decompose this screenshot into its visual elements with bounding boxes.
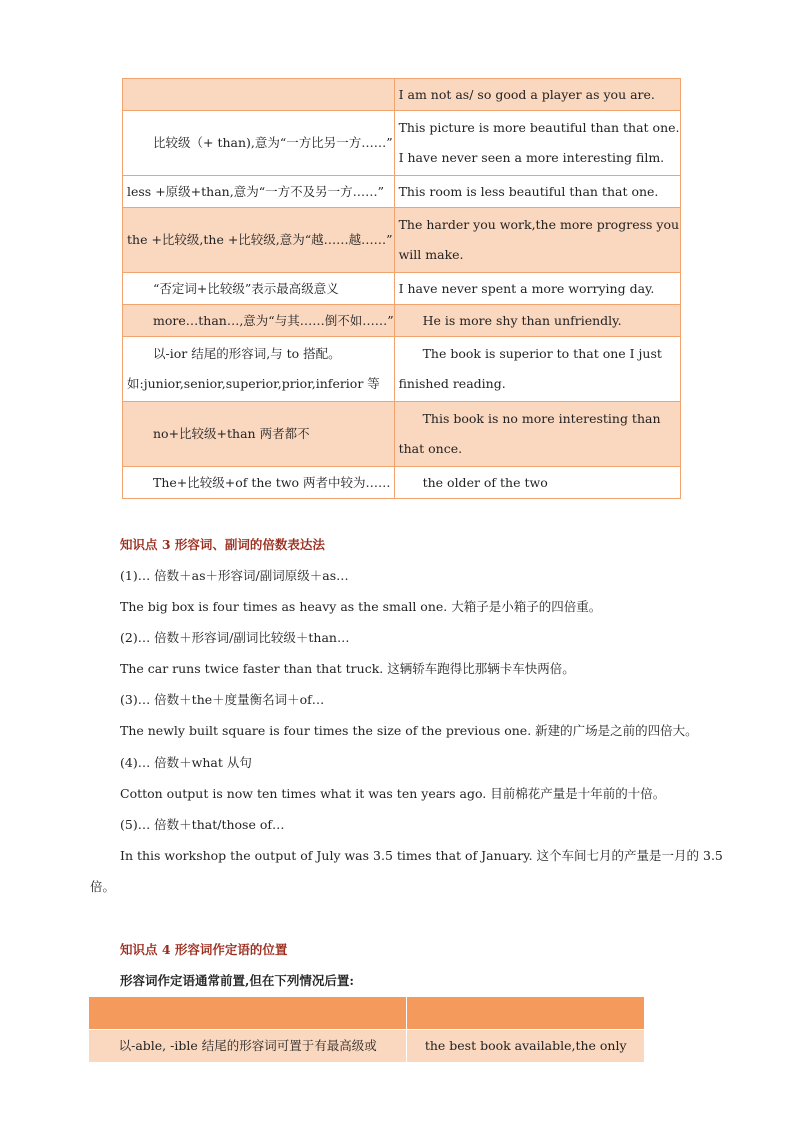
table-cell-example (394, 111, 680, 176)
section-4-subtitle: 形容词作定语通常前置,但在下列情况后置: (120, 973, 354, 988)
pattern-line: (1)… 倍数＋as＋形容词/副词原级＋as… (120, 568, 349, 583)
table-row (123, 79, 681, 111)
example-text: The book is superior to that one I just (422, 346, 662, 361)
table-cell-example (394, 79, 680, 111)
table-cell-example (407, 1030, 645, 1063)
example-text: will make. (398, 247, 464, 262)
rule-text: more…than…,意为“与其……倒不如……” (153, 312, 394, 328)
table-cell-example (394, 337, 680, 402)
rule-text: 以-able, -ible 结尾的形容词可置于有最高级或 (118, 1038, 377, 1053)
table-cell-rule (123, 176, 395, 208)
rule-text: 以-ior 结尾的形容词,与 to 搭配。 (153, 346, 341, 361)
example-text: that once. (398, 441, 463, 456)
example-line: In this workshop the output of July was 3.5 times that of January. 这个车间七月的产量是一月的 3.5 (120, 848, 723, 863)
rule-text: 比较级（+ than),意为“一方比另一方……” (153, 135, 393, 150)
example-line: Cotton output is now ten times what it was ten years ago. 目前棉花产量是十年前的十倍。 (120, 786, 666, 801)
example-text: the older of the two (422, 474, 548, 490)
example-text: The harder you work,the more progress you (398, 217, 680, 232)
table-row (123, 176, 681, 208)
table-cell-rule (123, 337, 395, 402)
example-text: This room is less beautiful than that one. (398, 183, 659, 199)
table-cell-example (394, 305, 680, 337)
table-row (123, 111, 681, 176)
comparative-usage-table (122, 78, 681, 499)
example-line: The newly built square is four times the size of the previous one. 新建的广场是之前的四倍大。 (120, 723, 698, 738)
table-cell-example (394, 467, 680, 499)
example-text: the best book available,the only (424, 1038, 627, 1053)
table-row (123, 337, 681, 402)
example-text: He is more shy than unfriendly. (422, 312, 622, 328)
example-text: This picture is more beautiful than that one. (398, 120, 680, 135)
table-row (123, 208, 681, 273)
example-line-continued: 倍。 (90, 879, 116, 894)
rule-text: no+比较级+than 两者都不 (153, 426, 310, 441)
rule-text: 如:junior,senior,superior,prior,inferior 等 (127, 376, 380, 391)
example-line: The car runs twice faster than that truck. 这辆轿车跑得比那辆卡车快两倍。 (120, 661, 575, 676)
table-row (123, 467, 681, 499)
rule-text: The+比较级+of the two 两者中较为…… (153, 474, 391, 490)
table-cell-rule (123, 79, 395, 111)
table-header-row (89, 997, 645, 1030)
pattern-line: (2)… 倍数＋形容词/副词比较级＋than… (120, 630, 350, 645)
adjective-position-table (88, 996, 645, 1063)
table-row (123, 305, 681, 337)
pattern-line: (4)… 倍数＋what 从句 (120, 755, 252, 770)
table-cell-example (394, 208, 680, 273)
table-row (123, 273, 681, 305)
example-text: This book is no more interesting than (422, 411, 661, 426)
table-cell-example (394, 176, 680, 208)
example-line: The big box is four times as heavy as the small one. 大箱子是小箱子的四倍重。 (120, 599, 602, 614)
rule-text: the +比较级,the +比较级,意为“越……越……” (127, 232, 393, 247)
table-cell-rule (123, 208, 395, 273)
pattern-line: (3)… 倍数＋the＋度量衡名词＋of… (120, 692, 325, 707)
example-text: I have never spent a more worrying day. (398, 280, 655, 296)
table-row (89, 1030, 645, 1063)
table-cell-rule (123, 305, 395, 337)
example-text: I am not as/ so good a player as you are. (398, 86, 655, 102)
table-header-cell (407, 997, 645, 1030)
table-cell-example (394, 273, 680, 305)
rule-text: less +原级+than,意为“一方不及另一方……” (127, 183, 384, 199)
pattern-line: (5)… 倍数＋that/those of… (120, 817, 285, 832)
section-4-title: 知识点 4 形容词作定语的位置 (120, 942, 288, 957)
example-text: finished reading. (398, 376, 506, 391)
table-cell-rule (123, 402, 395, 467)
table-cell-rule (89, 1030, 407, 1063)
section-3-title: 知识点 3 形容词、副词的倍数表达法 (120, 537, 325, 552)
rule-text: “否定词+比较级”表示最高级意义 (153, 280, 339, 296)
example-text: I have never seen a more interesting film. (398, 150, 665, 165)
table-cell-rule (123, 467, 395, 499)
table-cell-rule (123, 273, 395, 305)
table-header-cell (89, 997, 407, 1030)
table-cell-example (394, 402, 680, 467)
table-cell-rule (123, 111, 395, 176)
table-row (123, 402, 681, 467)
